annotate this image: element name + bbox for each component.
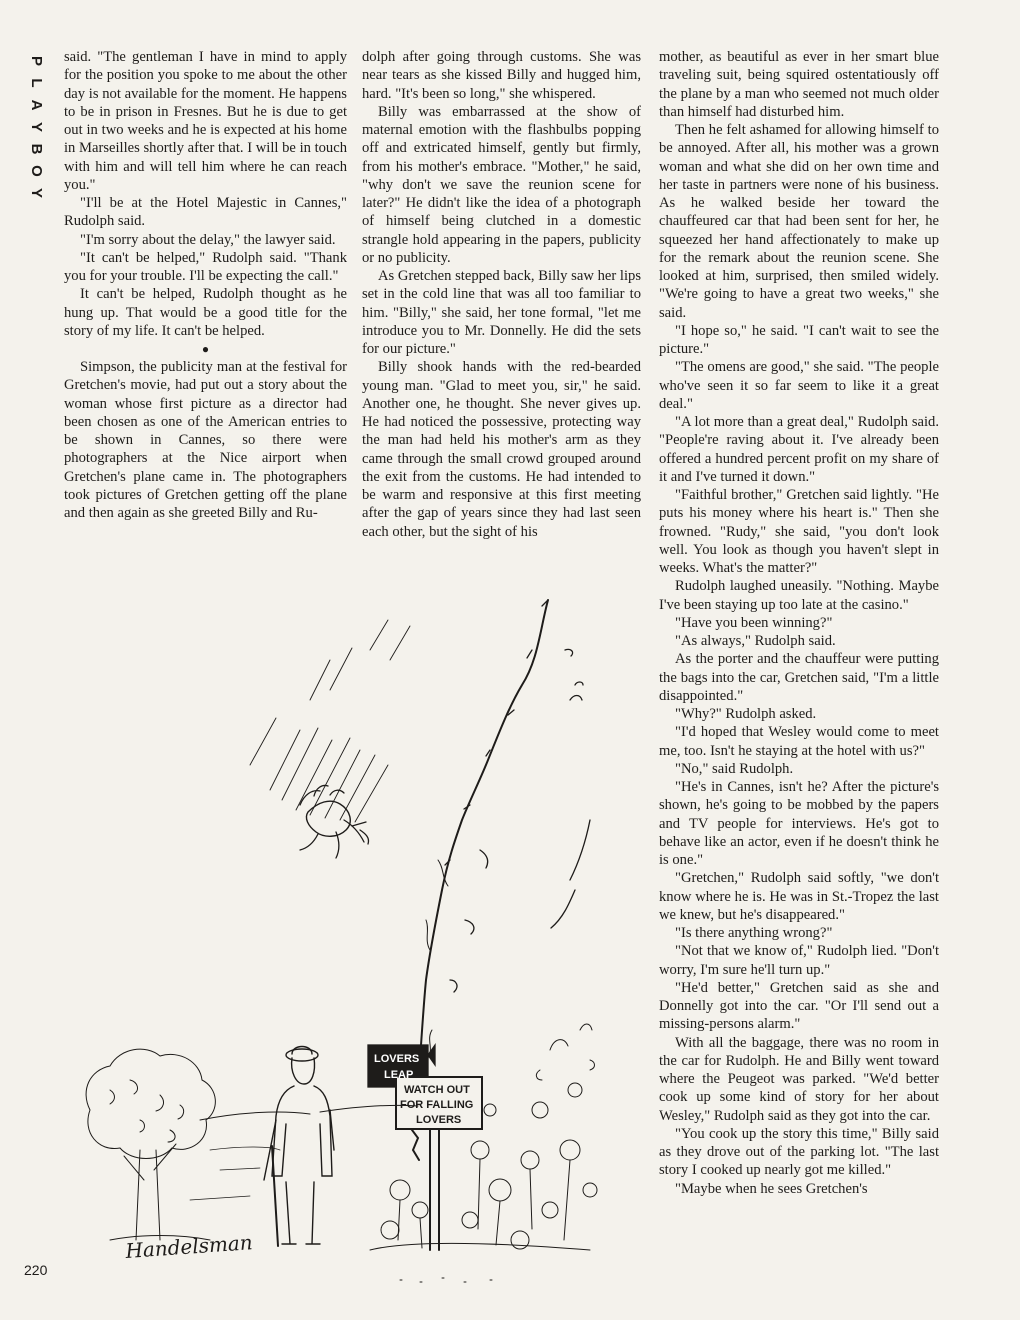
running-head-letter: Y (28, 187, 45, 198)
running-head-letter: P (28, 55, 45, 66)
paragraph: "As always," Rudolph said. (675, 633, 836, 649)
paragraph: "He's in Cannes, isn't he? After the picture's shown, he's going to be mobbed by the papers and TV people for interviews. He's got to behave like an actor, even if he doesn't think he is one." (659, 779, 939, 868)
running-head-letter: L (28, 78, 45, 88)
paragraph: Rudolph laughed uneasily. "Nothing. Maybe I've been staying up too late at the casino." (659, 578, 939, 613)
falling-lovers-figure (300, 785, 369, 858)
sign-watch-out-text: WATCH OUT (404, 1084, 470, 1096)
paragraph: As Gretchen stepped back, Billy saw her lips set in the cold line that was all too familiar to him. "Billy," she said, her tone formal, "let me introduce you to Mr. Donnelly. He did the sets for our picture." (362, 268, 641, 357)
artist-signature: Handelsman (124, 1230, 254, 1263)
running-head-letter: A (28, 99, 45, 111)
paragraph: "I'll be at the Hotel Majestic in Cannes," Rudolph said. (64, 195, 347, 230)
paragraph: said. "The gentleman I have in mind to apply for the position you spoke to me about the other day is not available for the moment. He happens to be in prison in Fresnes. But he is due to get out in two weeks and he is expected at his home in Marseilles shortly after that. I will be in touch with him and will tell him where he can reach you." (64, 49, 347, 193)
sign-lovers-bottom-text: LOVERS (416, 1114, 462, 1126)
paragraph: "A lot more than a great deal," Rudolph said. "People're raving about it. I've already been offered a hundred percent profit on my share of it and I've turned it down." (659, 414, 939, 485)
paragraph: "It can't be helped," Rudolph said. "Thank you for your trouble. I'll be expecting the call." (64, 249, 347, 284)
paragraph: Then he felt ashamed for allowing himself to be annoyed. After all, his mother was a grown woman and what she did on her own time and her taste in partners were none of his business. As he walked beside her toward the chauffeured car that had been sent for her, he squeezed her hand affectionately to make up for the remark about the reunion scene. She looked at him, surprised, then smiled widely. "We're going to have a great two weeks," she said. (659, 122, 939, 321)
magazine-running-head (26, 50, 46, 204)
sign-leap-text: LEAP (384, 1069, 414, 1081)
paragraph: "The omens are good," she said. "The people who've seen it so far seem to like it a great deal." (659, 359, 939, 412)
paragraph: "No," said Rudolph. (675, 760, 794, 777)
cartoon-illustration (70, 590, 630, 1290)
man-in-hat-figure (264, 1047, 334, 1247)
paragraph: "I hope so," he said. "I can't wait to see the picture." (659, 322, 939, 357)
paragraph: Billy was embarrassed at the show of maternal emotion with the flashbulbs popping off and extricated himself, gently but firmly, from his mother's embrace. "Mother," he said, "why don't we save the reunion scene for later?" He didn't like the idea of a photograph of himself being clutched in a domestic strangle hold appearing in the papers, publicity or no publicity. (362, 103, 641, 266)
tree-illustration (86, 1049, 215, 1240)
paragraph: As the porter and the chauffeur were putting the bags into the car, Gretchen said, "I'm a little disappointed." (659, 651, 939, 704)
sign-for-falling-text: FOR FALLING (400, 1099, 474, 1111)
paragraph: mother, as beautiful as ever in her smart blue traveling suit, being squired ostentatiously off the plane by a man who seemed not much older than himself had disturbed him. (659, 49, 939, 120)
paragraph: "I'd hoped that Wesley would come to meet me, too. Isn't he staying at the hotel with us?" (659, 724, 939, 759)
section-break: ● (201, 342, 210, 356)
paragraph: "Why?" Rudolph asked. (675, 706, 817, 722)
paragraph: "Have you been winning?" (675, 614, 833, 631)
text-column-3 (659, 48, 939, 1198)
paragraph: dolph after going through customs. She was near tears as she kissed Billy and hugged him, hard. "It's been so long," she whispered. (362, 49, 641, 102)
running-head-letter: B (28, 143, 45, 155)
paragraph: "Maybe when he sees Gretchen's (675, 1180, 868, 1197)
paragraph: Billy shook hands with the red-bearded young man. "Glad to meet you, sir," he said. Another one, he thought. She never gives up. He had noticed the possessive, protecting way the man had held his mother's arm as they came through the small crowd grouped around the exit from the customs. He had intended to be warm and responsive at this first meeting after the gap of years since they had last seen each other, but the sight of his (362, 359, 641, 540)
running-head-letter: Y (28, 121, 45, 132)
paragraph: Simpson, the publicity man at the festival for Gretchen's movie, had put out a story about the woman whose first picture as a director had been chosen as one of the American entries to be shown in Cannes, so there were photographers at the Nice airport when Gretchen's plane came in. The photographers took pictures of Gretchen getting off the plane and then again as she greeted Billy and Ru- (64, 359, 347, 521)
cliff-edge (416, 600, 548, 1120)
paragraph: With all the baggage, there was no room in the car for Rudolph. He and Billy went toward where the Peugeot was parked. "We'd better cook up some kind of story for her about Wesley," Rudolph said as they got into the car. (659, 1034, 939, 1124)
paragraph: "Is there anything wrong?" (675, 925, 833, 941)
paragraph: "Faithful brother," Gretchen said lightly. "He puts his money where his heart is." Then she frowned. "Rudy," she said, "you don't look well. You look as though you haven't slept in weeks. What's the matter?" (659, 487, 939, 576)
paragraph: "Gretchen," Rudolph said softly, "we don't know where he is. He was in St.-Tropez the last we knew, but he's disappeared." (659, 870, 939, 923)
text-column-2 (362, 48, 641, 541)
running-head-letter: O (28, 165, 45, 177)
page-number: 220 (24, 1262, 48, 1278)
sign-lovers-text: LOVERS (374, 1053, 420, 1065)
text-column-1 (64, 48, 347, 522)
paragraph: "I'm sorry about the delay," the lawyer said. (80, 231, 336, 248)
paragraph: "Not that we know of," Rudolph lied. "Don't worry, I'm sure he'll turn up." (659, 943, 939, 978)
paragraph: "You cook up the story this time," Billy said as they drove out of the parking lot. "The last story I cooked up nearly got me killed." (659, 1125, 939, 1179)
paragraph: It can't be helped, Rudolph thought as he hung up. That would be a good title for the story of my life. It can't be helped. (64, 286, 347, 339)
paragraph: "He'd better," Gretchen said as she and Donnelly got into the car. "Or I'll send out a missing-persons alarm." (659, 979, 939, 1033)
